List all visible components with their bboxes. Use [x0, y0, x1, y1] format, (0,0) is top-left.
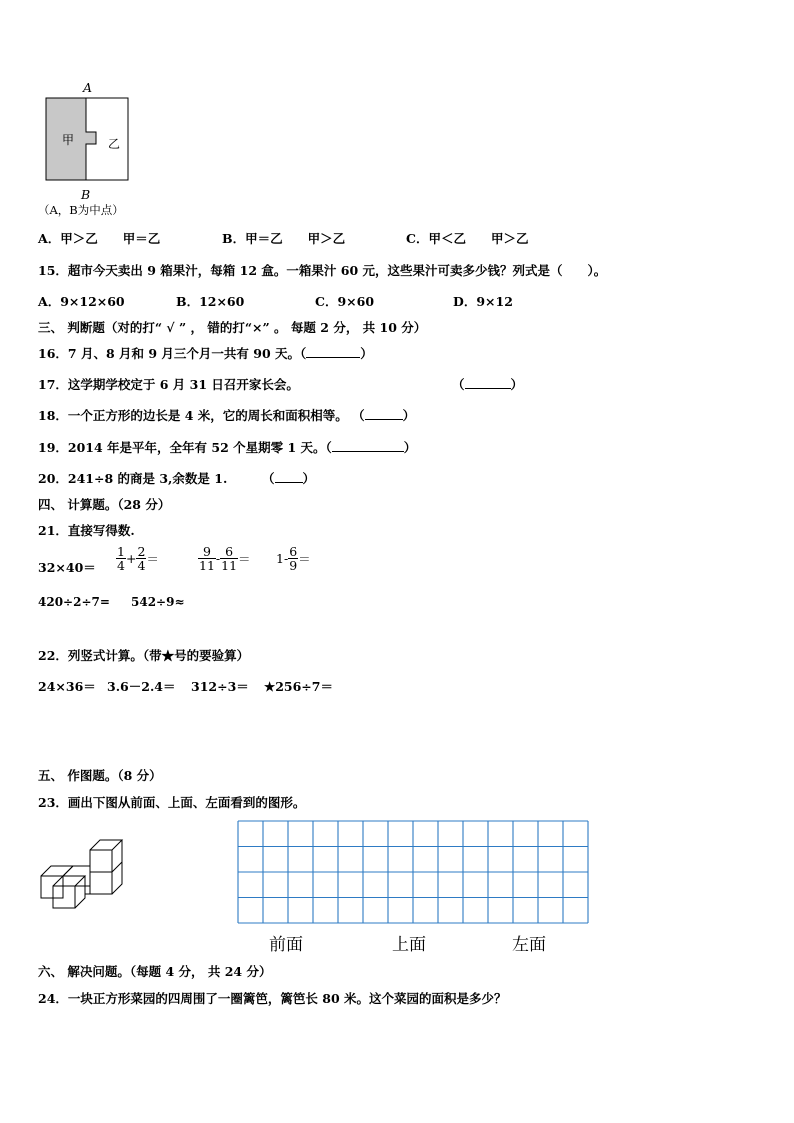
- q18-close: ）: [402, 408, 416, 423]
- drawing-grid[interactable]: [237, 820, 590, 924]
- frac-denominator: 11: [199, 558, 215, 573]
- q21-expr-1: 32×40＝: [38, 560, 96, 575]
- grid-label-top: 上面: [392, 935, 426, 955]
- q19-answer-blank[interactable]: [332, 440, 404, 452]
- q16-close: ）: [360, 346, 373, 361]
- section-3-heading: 三、 判断题（对的打“ √ ” ， 错的打“×” 。 每题 2 分， 共 10 分）: [38, 320, 427, 335]
- equals: ＝: [298, 551, 311, 567]
- frac-denominator: 4: [117, 558, 125, 573]
- region-yi-label: 乙: [108, 137, 121, 151]
- cube-stack-figure: [36, 836, 132, 914]
- q18-answer-blank[interactable]: [365, 408, 403, 420]
- q21-title: 21．直接写得数.: [38, 523, 135, 538]
- q21-expr-4: [276, 545, 311, 572]
- section-4-heading: 四、 计算题。（28 分）: [38, 497, 171, 512]
- frac-denominator: 4: [137, 558, 146, 573]
- q14-option-c: C．甲＜乙 甲＞乙: [406, 231, 529, 246]
- q15-option-d: D．9×12: [453, 294, 513, 309]
- frac-numerator: 2: [137, 544, 146, 559]
- frac-numerator: 6: [289, 544, 298, 559]
- q18-text: 18．一个正方形的边长是 4 米，它的周长和面积相等。 （: [38, 408, 365, 423]
- operator: +: [125, 551, 137, 566]
- q22-expr-1: 24×36＝: [38, 679, 96, 694]
- q20-text: 20．241÷8 的商是 3,余数是 1.: [38, 471, 228, 486]
- figure-caption: （A，B为中点）: [38, 203, 124, 217]
- q17-open: （: [452, 377, 465, 392]
- q14-option-a: A．甲＞乙 甲＝乙: [38, 231, 161, 246]
- frac-numerator: 9: [198, 545, 216, 559]
- q15-option-a: A．9×12×60: [38, 294, 125, 309]
- q22-title: 22．列竖式计算。（带★号的要验算）: [38, 648, 250, 663]
- q18: [38, 406, 415, 424]
- q21-expr-6: 542÷9≈: [131, 595, 185, 609]
- q24-text: 24．一块正方形菜园的四周围了一圈篱笆，篱笆长 80 米。这个菜园的面积是多少？: [38, 991, 507, 1006]
- lead-term: 1-: [276, 551, 289, 566]
- q17-close: ）: [510, 377, 524, 392]
- q17-answer-blank[interactable]: [465, 377, 511, 389]
- q20-answer: [262, 469, 315, 487]
- q17-text: 17．这学期学校定于 6 月 31 日召开家长会。: [38, 377, 299, 392]
- q17-answer: [452, 375, 523, 393]
- frac-denominator: 11: [221, 558, 238, 573]
- equals: ＝: [238, 551, 251, 567]
- q19-close: ）: [403, 440, 417, 455]
- q22-expr-3: 312÷3＝: [191, 679, 249, 694]
- q19: [38, 438, 416, 456]
- q21-expr-5: 420÷2÷7=: [38, 595, 110, 609]
- equals: ＝: [146, 551, 159, 567]
- q22-expr-4: ★256÷7＝: [264, 679, 333, 694]
- q20-close: ）: [302, 471, 316, 486]
- section-5-heading: 五、 作图题。（8 分）: [38, 768, 162, 783]
- region-jia-label: 甲: [62, 133, 75, 147]
- point-b-label: B: [81, 187, 91, 202]
- q21-expr-3: [198, 545, 251, 572]
- q21-expr-2: [116, 545, 159, 572]
- frac-numerator: 6: [220, 545, 238, 559]
- q20-answer-blank[interactable]: [275, 471, 303, 483]
- q20-open: （: [262, 471, 275, 486]
- section-6-heading: 六、 解决问题。（每题 4 分， 共 24 分）: [38, 964, 272, 979]
- q16: [38, 344, 373, 362]
- q22-expr-2: 3.6－2.4＝: [107, 679, 176, 694]
- q14-option-b: B．甲＝乙 甲＞乙: [222, 231, 346, 246]
- point-a-label: A: [83, 80, 93, 95]
- q15-option-c: C．9×60: [315, 294, 375, 309]
- frac-numerator: 1: [117, 544, 125, 559]
- q23-title: 23．画出下图从前面、上面、左面看到的图形。: [38, 795, 306, 810]
- q19-text: 19．2014 年是平年，全年有 52 个星期零 1 天。（: [38, 440, 332, 455]
- q16-text: 16．7 月、8 月和 9 月三个月一共有 90 天。（: [38, 346, 307, 361]
- grid-label-left: 左面: [512, 935, 546, 955]
- operator: -: [215, 551, 221, 566]
- q15-option-b: B．12×60: [176, 294, 245, 309]
- grid-label-front: 前面: [269, 935, 303, 955]
- q15-text: 15．超市今天卖出 9 箱果汁，每箱 12 盒。一箱果汁 60 元，这些果汁可卖多少钱？列式是（ ）。: [38, 263, 607, 278]
- frac-denominator: 9: [289, 558, 298, 573]
- q16-answer-blank[interactable]: [306, 346, 360, 358]
